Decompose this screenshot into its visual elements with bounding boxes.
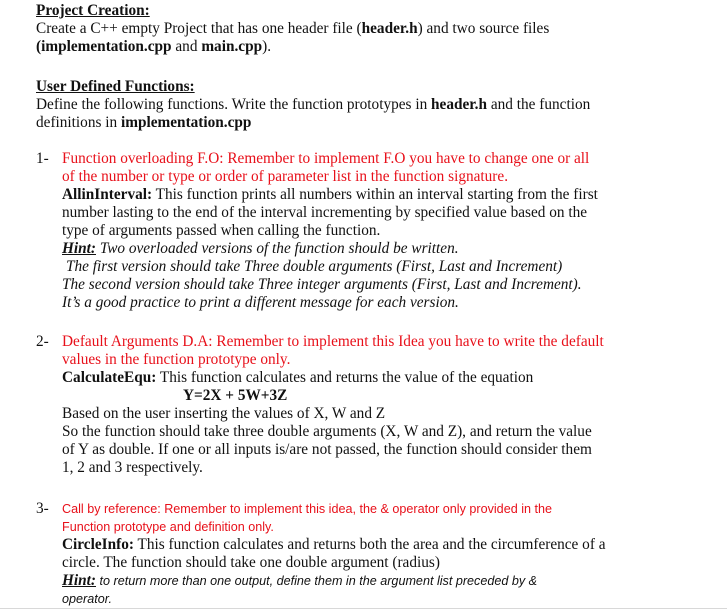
item-1-title-line-1: Function overloading F.O: Remember to implement F.O you have to change one or all xyxy=(62,150,590,167)
allininterval-function-name: AllinInterval: xyxy=(62,186,153,203)
item-2-number: 2- xyxy=(36,333,49,350)
equation: Y=2X + 5W+3Z xyxy=(183,387,288,404)
item-2-title-line-2: values in the function prototype only. xyxy=(62,351,291,368)
item-1-number: 1- xyxy=(36,150,49,167)
project-line-2 xyxy=(36,38,271,56)
item-1-version-note: It’s a good practice to print a different message for each version. xyxy=(62,294,459,311)
header-file-name: header.h xyxy=(361,20,418,37)
item-3-desc-line-1 xyxy=(62,536,606,554)
user-defined-functions-heading: User Defined Functions: xyxy=(36,78,195,95)
item-1-desc-line-3: type of arguments passed when calling the function. xyxy=(62,222,381,239)
implementation-file-name: implementation.cpp xyxy=(41,38,172,55)
project-line-1-post: ) and two source files xyxy=(417,20,550,37)
udf-line-2 xyxy=(36,114,251,132)
item-1-hint xyxy=(62,240,459,258)
item-3-hint xyxy=(62,572,537,590)
project-line-1 xyxy=(36,20,549,38)
udf-implementation-file-name: implementation.cpp xyxy=(120,114,252,131)
item-2-desc-line-3: So the function should take three double arguments (X, W and Z), and return the value xyxy=(62,423,592,440)
project-line-1-pre: Create a C++ empty Project that has one header file ( xyxy=(36,20,362,37)
item-1-desc-line-1 xyxy=(62,186,598,204)
item-3-desc-line-2: circle. The function should take one double argument (radius) xyxy=(62,554,440,571)
udf-line-2-pre: definitions in xyxy=(36,114,121,131)
item-3-title-line-2: Function prototype and definition only. xyxy=(62,520,274,534)
item-3-number: 3- xyxy=(36,500,49,517)
item-1-title-line-2: of the number or type or order of parameter list in the function signature. xyxy=(62,168,509,185)
udf-line-1 xyxy=(36,96,590,114)
project-line-2-open: ( xyxy=(36,38,42,55)
item-2-desc-1-text: This function calculates and returns the value of the equation xyxy=(156,369,534,386)
udf-line-1-post: and the function xyxy=(487,96,591,113)
project-creation-heading: Project Creation: xyxy=(36,2,150,19)
item-1-hint-label: Hint: xyxy=(62,240,96,257)
calculateequ-function-name: CalculateEqu: xyxy=(62,369,157,386)
item-2-desc-line-4: of Y as double. If one or all inputs is/are not passed, the function should consider them xyxy=(62,441,592,458)
circleinfo-function-name: CircleInfo: xyxy=(62,536,134,553)
item-3-hint-text-1: to return more than one output, define them in the argument list preceded by & xyxy=(96,574,538,588)
project-line-2-mid: and xyxy=(171,38,202,55)
item-3-hint-line-2: operator. xyxy=(62,592,112,606)
item-1-desc-line-2: number lasting to the end of the interval incrementing by specified value based on the xyxy=(62,204,588,221)
item-3-desc-1-text: This function calculates and returns both the area and the circumference of a xyxy=(133,536,606,553)
udf-line-1-pre: Define the following functions. Write the function prototypes in xyxy=(36,96,432,113)
item-2-desc-line-5: 1, 2 and 3 respectively. xyxy=(62,459,203,476)
item-1-hint-text: Two overloaded versions of the function should be written. xyxy=(96,240,459,257)
item-3-title-line-1: Call by reference: Remember to implement this idea, the & operator only provided in the xyxy=(62,502,553,516)
item-1-version-2: The second version should take Three integer arguments (First, Last and Increment). xyxy=(62,276,582,293)
item-1-version-1: The first version should take Three double arguments (First, Last and Increment) xyxy=(66,258,563,275)
project-line-2-close: ). xyxy=(262,38,272,55)
udf-header-file-name: header.h xyxy=(431,96,488,113)
item-1-desc-1-text: This function prints all numbers within an interval starting from the first xyxy=(152,186,598,203)
item-2-title-line-1: Default Arguments D.A: Remember to implement this Idea you have to write the default xyxy=(62,333,604,350)
main-file-name: main.cpp xyxy=(201,38,263,55)
page-bottom-edge xyxy=(0,608,727,609)
item-2-desc-line-2: Based on the user inserting the values of X, W and Z xyxy=(62,405,386,422)
item-3-hint-label: Hint: xyxy=(62,572,96,589)
item-2-desc-line-1 xyxy=(62,369,533,387)
